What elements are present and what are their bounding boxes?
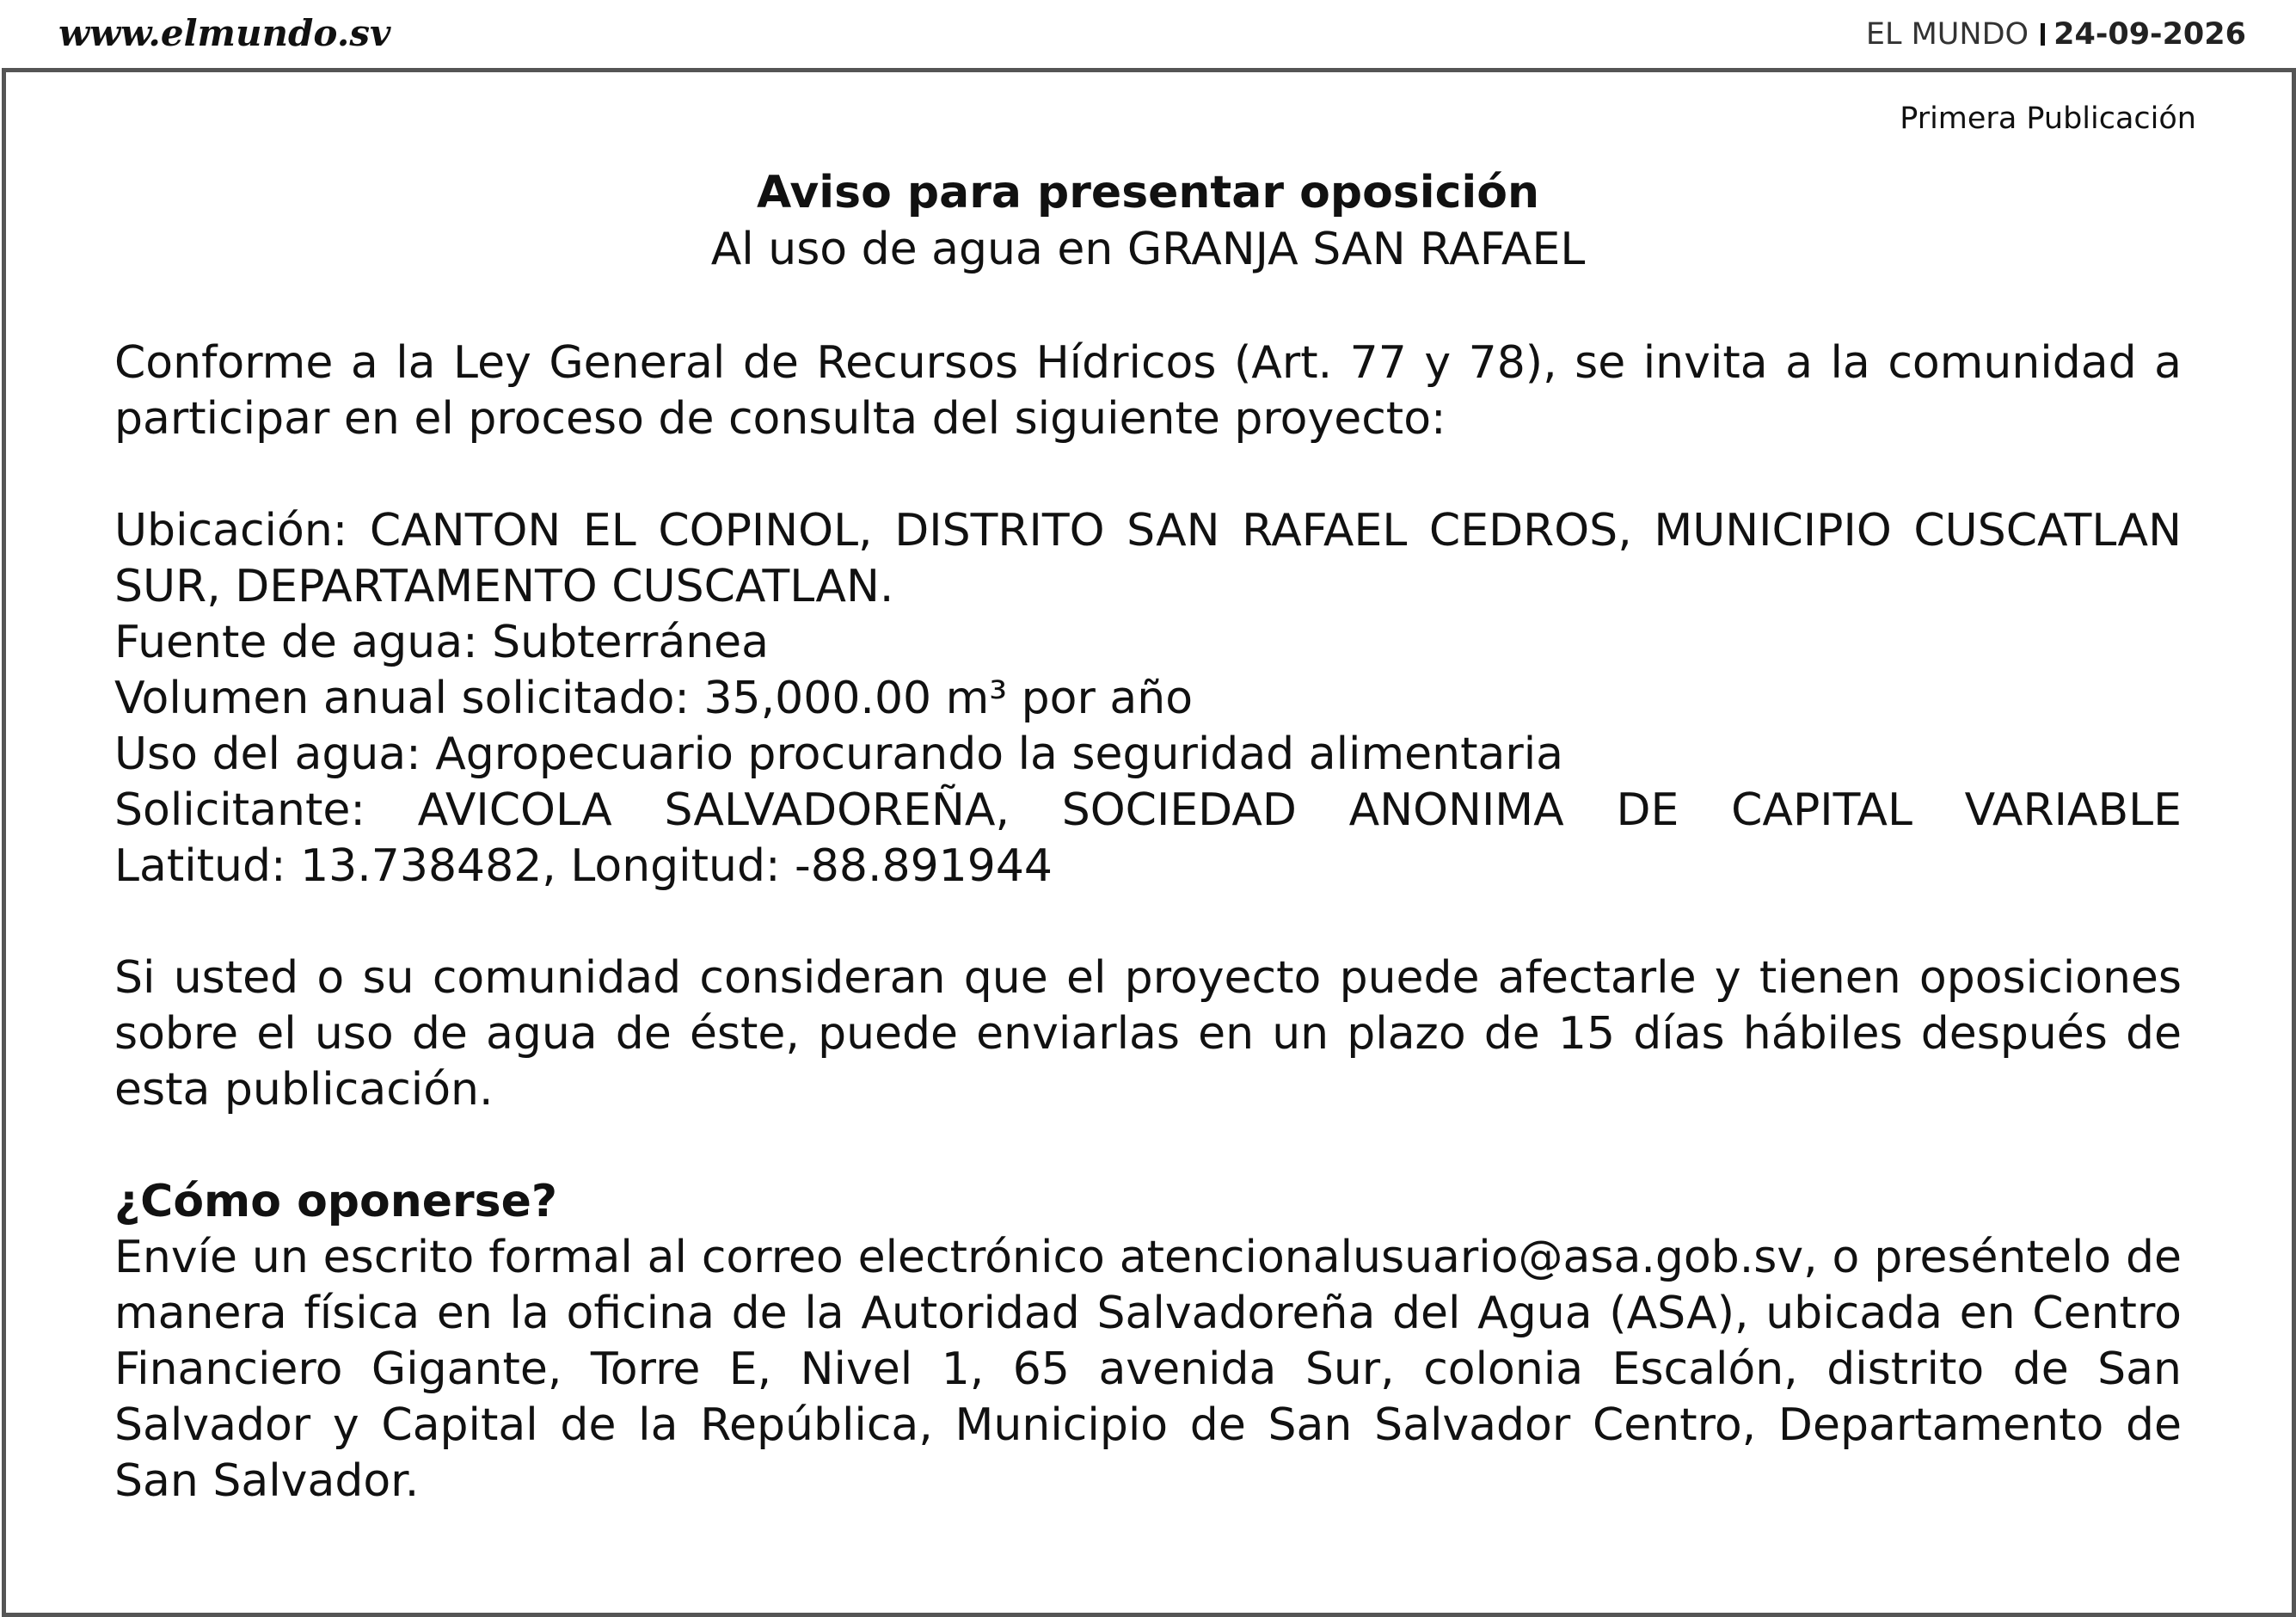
project-details [114, 503, 2182, 895]
applicant-line: Solicitante: AVICOLA SALVADOREÑA, SOCIEDAD ANONIMA DE CAPITAL VARIABLE [114, 784, 2182, 836]
opposition-paragraph: Si usted o su comunidad consideran que el proyecto puede afectarle y tienen oposiciones sobre el uso de agua de éste, puede enviarlas en un plazo de 15 días hábiles después de esta publicación. [114, 952, 2182, 1116]
intro-paragraph: Conforme a la Ley General de Recursos Hídricos (Art. 77 y 78), se invita a la comunidad a participar en el proceso de consulta del siguiente proyecto: [114, 337, 2182, 445]
masthead [1866, 17, 2246, 52]
site-url: www.elmundo.sv [58, 12, 391, 54]
how-to-oppose-heading: ¿Cómo oponerse? [114, 1176, 558, 1227]
water-source-line: Fuente de agua: Subterránea [114, 617, 770, 668]
how-to-oppose-paragraph: Envíe un escrito formal al correo electrónico atencionalusuario@asa.gob.sv, o preséntelo de manera física en la oficina de la Autoridad Salvadoreña del Agua (ASA), ubicada en Centro Financiero Gigante, Torre E, Nivel 1, 65 avenida Sur, colonia Escalón, distrito de San Salvador y Capital de la República, Municipio de San Salvador Centro, Departamento de San Salvador. [114, 1232, 2182, 1507]
masthead-separator [2041, 23, 2045, 46]
notice-subtitle: Al uso de agua en GRANJA SAN RAFAEL [710, 224, 1586, 275]
paper-name: EL MUNDO [1865, 17, 2029, 52]
publication-date: 24-09-2026 [2054, 17, 2246, 52]
annual-volume-line: Volumen anual solicitado: 35,000.00 m³ por año [114, 673, 1194, 724]
location-line: Ubicación: CANTON EL COPINOL, DISTRITO SAN RAFAEL CEDROS, MUNICIPIO CUSCATLAN SUR, DEPARTAMENTO CUSCATLAN. [114, 505, 2182, 612]
notice-title: Aviso para presentar oposición [757, 167, 1539, 218]
coordinates-line: Latitud: 13.738482, Longitud: -88.891944 [114, 840, 1053, 892]
water-use-line: Uso del agua: Agropecuario procurando la seguridad alimentaria [114, 729, 1564, 780]
page-header [0, 0, 2296, 69]
publication-label: Primera Publicación [1900, 101, 2196, 136]
